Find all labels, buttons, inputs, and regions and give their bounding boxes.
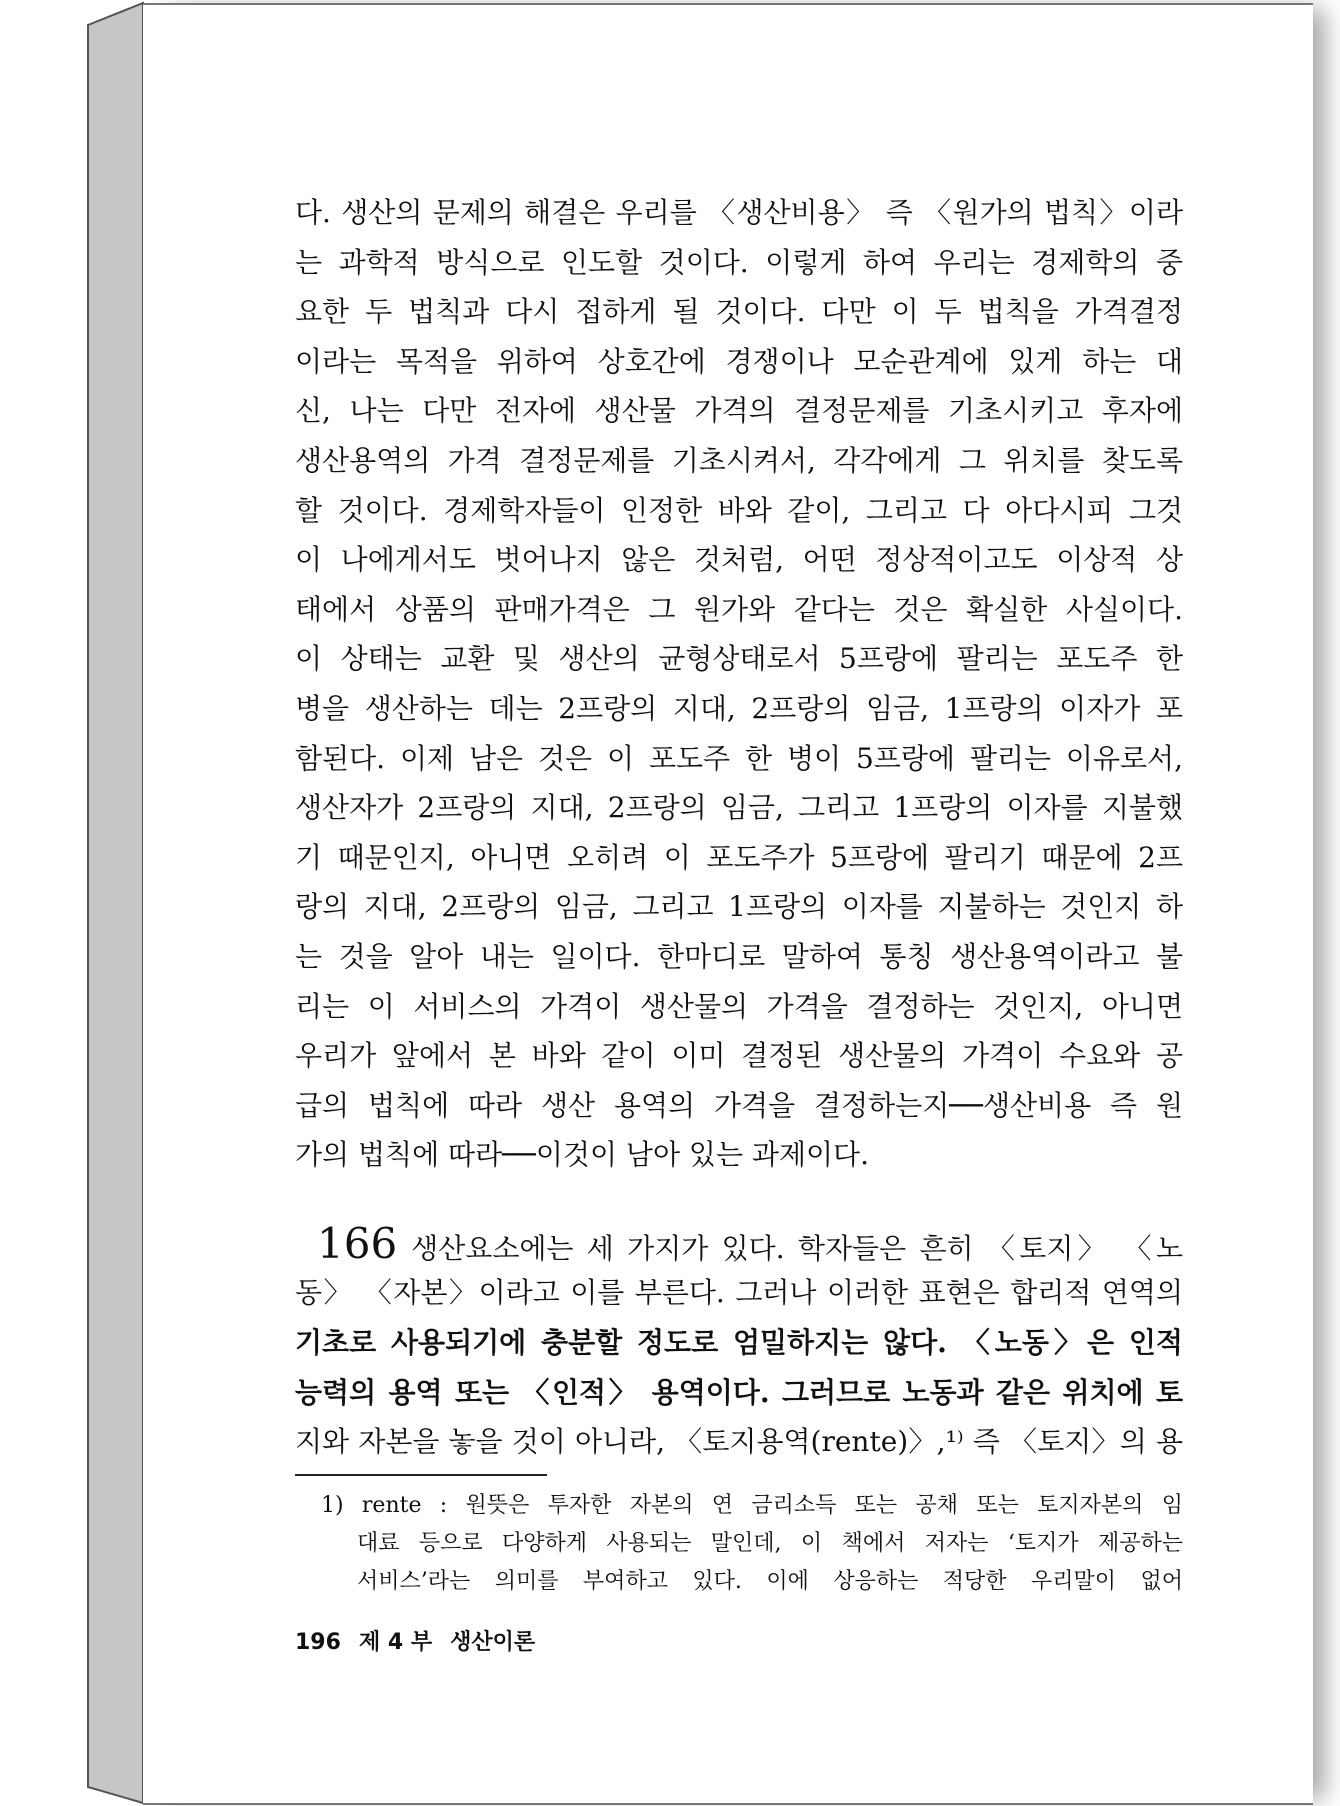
body-line: 요한 두 법칙과 다시 접하게 될 것이다. 다만 이 두 법칙을 가격결정 (295, 295, 1183, 329)
section-line: 동〉 〈자본〉이라고 이를 부른다. 그러나 이러한 표현은 합리적 연역의 (295, 1276, 1183, 1310)
body-text (295, 188, 1183, 1467)
section-line: 기초로 사용되기에 충분할 정도로 엄밀하지는 않다. 〈노동〉은 인적 (295, 1326, 1183, 1360)
body-line: 태에서 상품의 판매가격은 그 원가와 같다는 것은 확실한 사실이다. (295, 592, 1183, 626)
body-line: 우리가 앞에서 본 바와 같이 이미 결정된 생산물의 가격이 수요와 공 (295, 1039, 1183, 1073)
body-line: 는 것을 알아 내는 일이다. 한마디로 말하여 통칭 생산용역이라고 불 (295, 939, 1183, 973)
page-number: 196 (295, 1630, 341, 1655)
body-line: 기 때문인지, 아니면 오히려 이 포도주가 5프랑에 팔리기 때문에 2프 (295, 840, 1183, 874)
body-line: 이 나에게서도 벗어나지 않은 것처럼, 어떤 정상적이고도 이상적 상 (295, 543, 1183, 577)
body-line: 신, 나는 다만 전자에 생산물 가격의 결정문제를 기초시키고 후자에 (295, 394, 1183, 428)
part-title: 생산이론 (450, 1630, 536, 1655)
body-line: 이라는 목적을 위하여 상호간에 경쟁이나 모순관계에 있게 하는 대 (295, 344, 1183, 378)
section-number: 166 (317, 1218, 398, 1268)
book-spine (0, 0, 160, 1806)
page-footer (295, 1625, 553, 1656)
footnote-line: 1) rente : 원뜻은 투자한 자본의 연 금리소득 또는 공채 또는 토지자본의 임 (321, 1493, 1183, 1518)
body-line: 가의 법칙에 따라──이것이 남아 있는 과제이다. (295, 1138, 869, 1172)
part-label: 제 4 부 (358, 1630, 433, 1655)
body-line: 다. 생산의 문제의 해결은 우리를 〈생산비용〉 즉 〈원가의 법칙〉이라 (295, 196, 1183, 229)
body-line: 는 과학적 방식으로 인도할 것이다. 이렇게 하여 우리는 경제학의 중 (295, 245, 1183, 279)
body-line: 병을 생산하는 데는 2프랑의 지대, 2프랑의 임금, 1프랑의 이자가 포 (295, 691, 1183, 725)
section-line: 지와 자본을 놓을 것이 아니라, 〈토지용역(rente)〉,¹⁾ 즉 〈토지〉의 용 (295, 1425, 1183, 1459)
body-line: 랑의 지대, 2프랑의 임금, 그리고 1프랑의 이자를 지불하는 것인지 하 (295, 890, 1183, 924)
body-line: 리는 이 서비스의 가격이 생산물의 가격을 결정하는 것인지, 아니면 (295, 989, 1183, 1023)
footnote-line: 서비스’라는 의미를 부여하고 있다. 이에 상응하는 적당한 우리말이 없어 (357, 1569, 1183, 1594)
section-first-line (295, 1219, 1183, 1269)
body-line: 이 상태는 교환 및 생산의 균형상태로서 5프랑에 팔리는 포도주 한 (295, 642, 1183, 676)
footnote-divider (295, 1474, 547, 1476)
footnote-line: 대료 등으로 다양하게 사용되는 말인데, 이 책에서 저자는 ‘토지가 제공하는 (357, 1531, 1183, 1556)
body-line: 생산용역의 가격 결정문제를 기초시켜서, 각각에게 그 위치를 찾도록 (295, 443, 1183, 477)
book-page (143, 3, 1313, 1805)
body-line: 생산자가 2프랑의 지대, 2프랑의 임금, 그리고 1프랑의 이자를 지불했 (295, 791, 1183, 825)
body-line: 급의 법칙에 따라 생산 용역의 가격을 결정하는지──생산비용 즉 원 (295, 1088, 1183, 1122)
section-first-text: 생산요소에는 세 가지가 있다. 학자들은 흔히 〈토지〉 〈노 (411, 1231, 1183, 1265)
footnote (321, 1487, 1183, 1601)
body-line: 함된다. 이제 남은 것은 이 포도주 한 병이 5프랑에 팔리는 이유로서, (295, 741, 1183, 775)
section-line: 능력의 용역 또는 〈인적〉 용역이다. 그러므로 노동과 같은 위치에 토 (295, 1375, 1183, 1409)
body-line: 할 것이다. 경제학자들이 인정한 바와 같이, 그리고 다 아다시피 그것 (295, 493, 1183, 527)
